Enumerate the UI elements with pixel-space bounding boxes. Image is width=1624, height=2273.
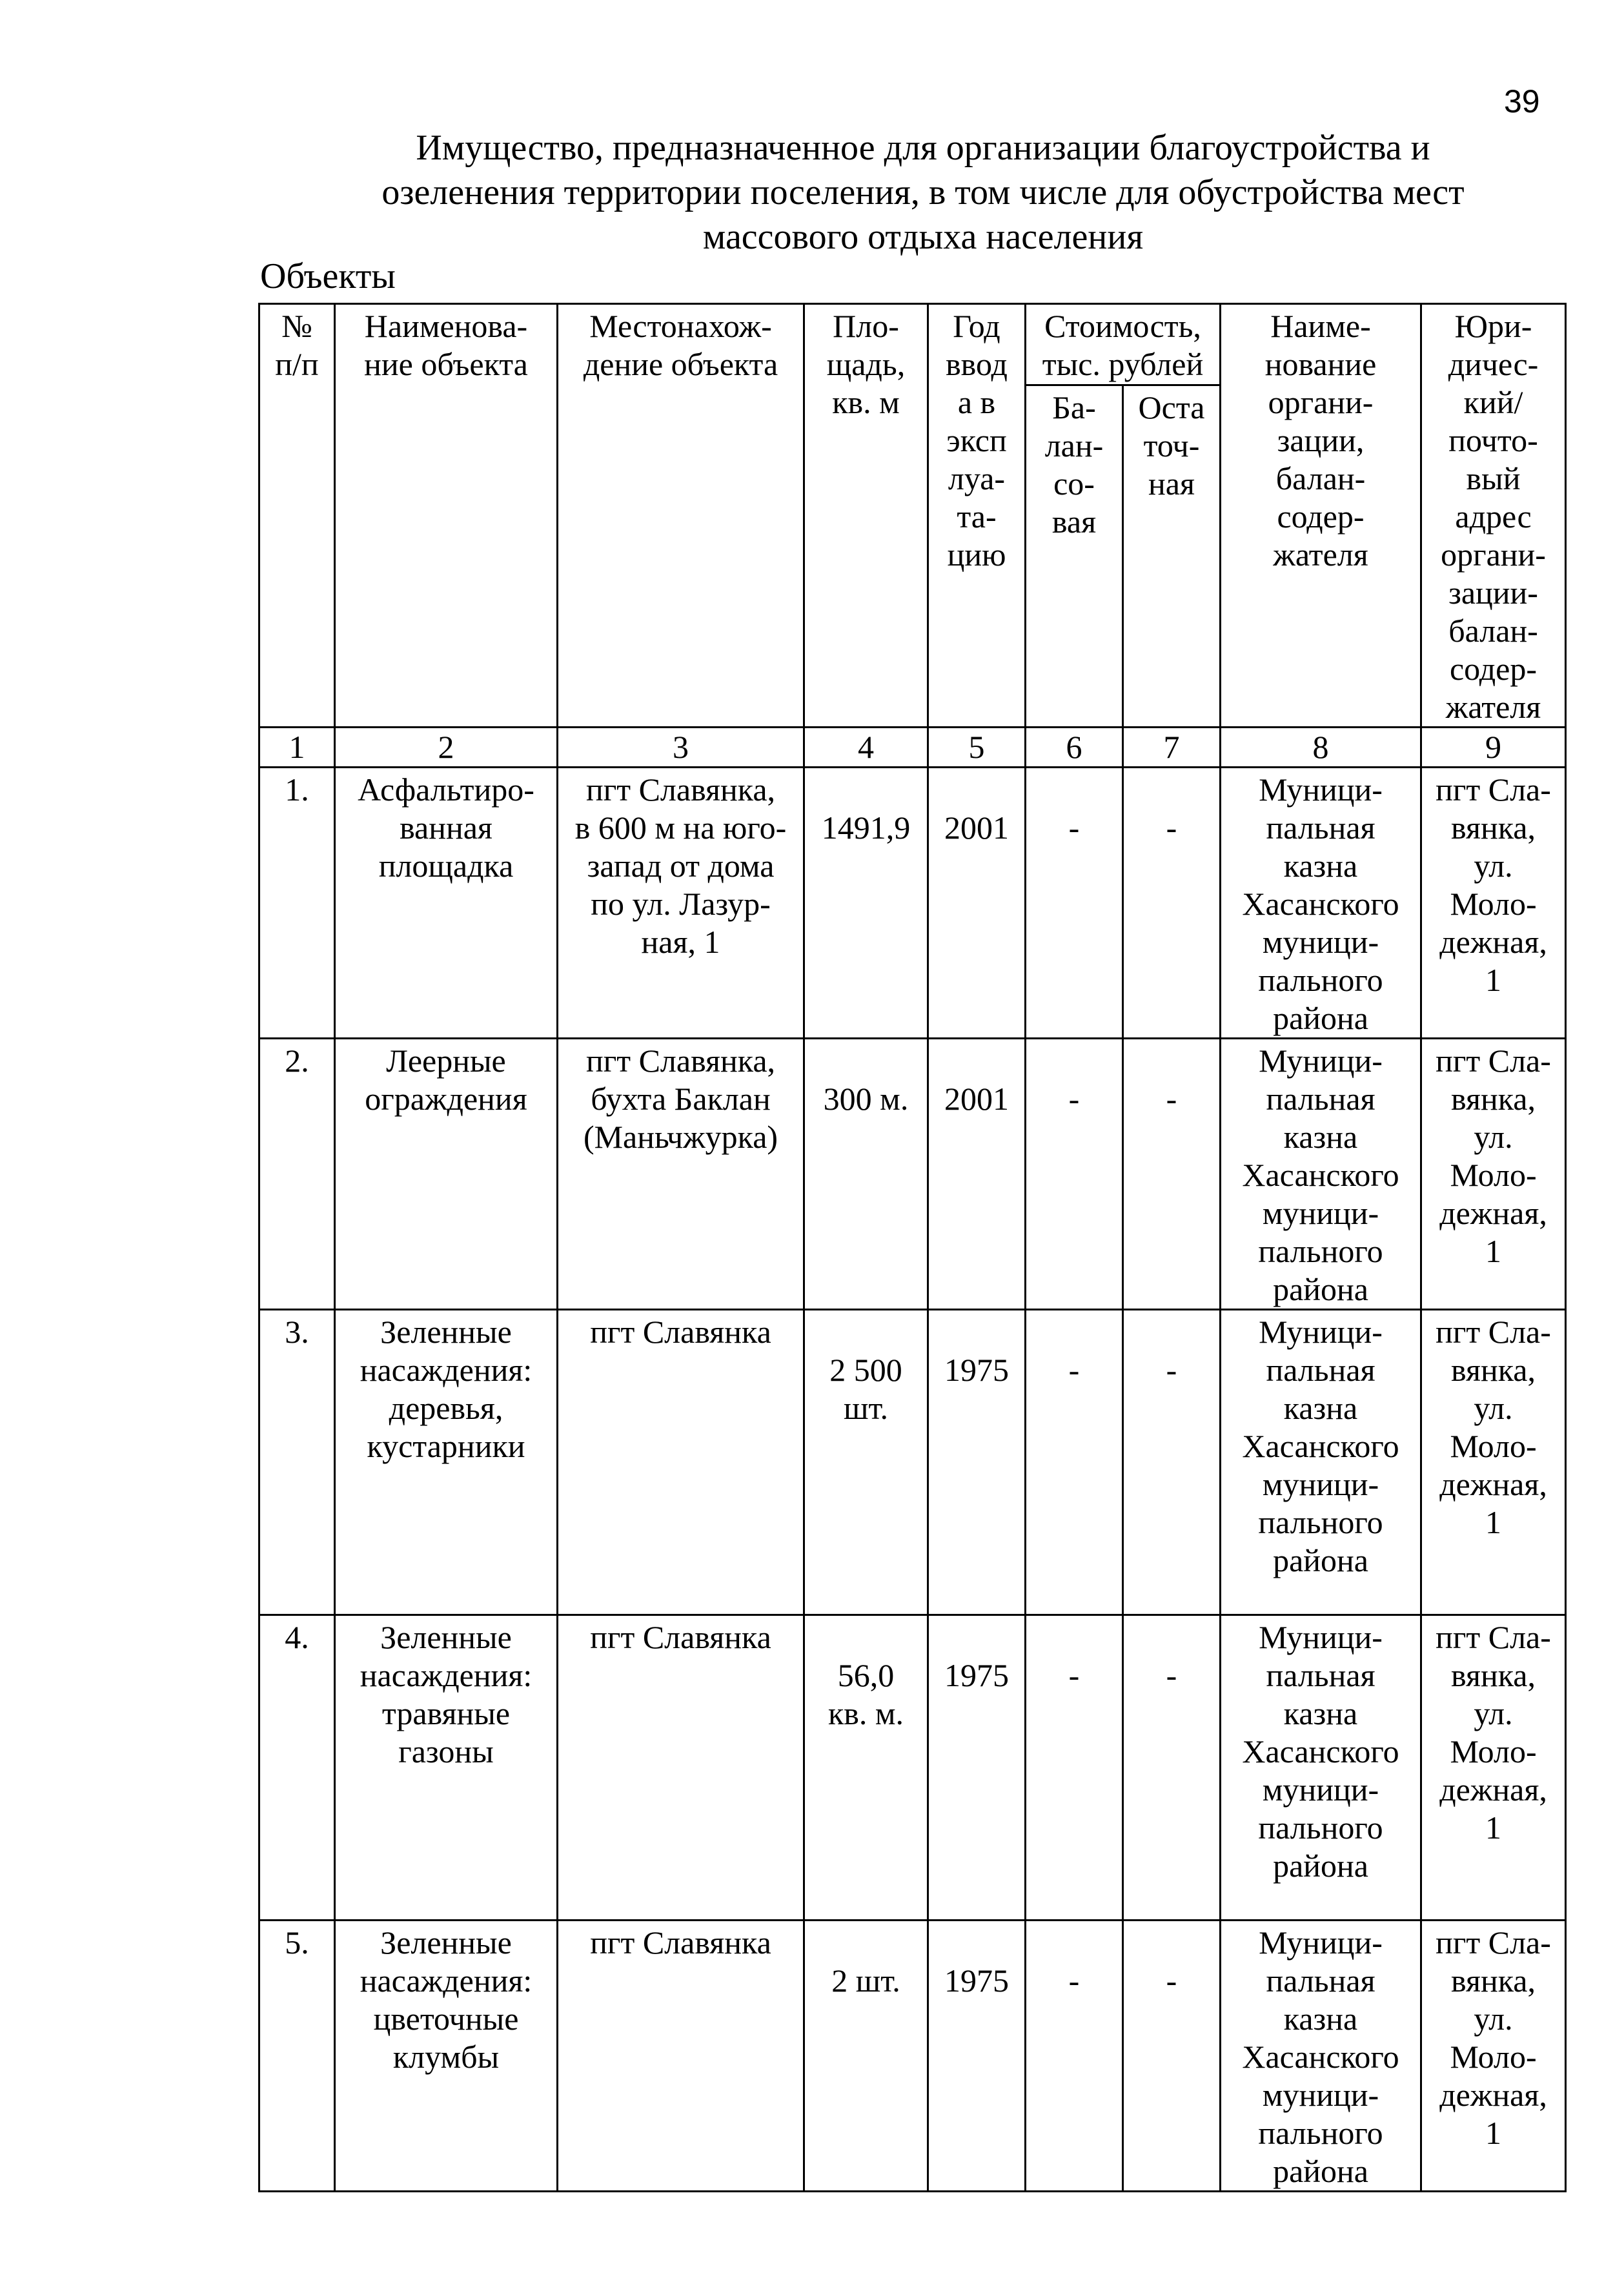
cell-address: пгт Сла- вянка, ул. Моло- дежная, 1	[1421, 1310, 1566, 1615]
cell-area: 2 500 шт.	[804, 1310, 928, 1615]
column-number: 7	[1123, 728, 1221, 768]
header-row	[259, 304, 1566, 385]
cell-name: Асфальтиро- ванная площадка	[335, 768, 558, 1039]
cell-org: Муници- пальная казна Хасанского муници- пального района	[1221, 768, 1421, 1039]
cell-name: Зеленные насаждения: деревья, кустарники	[335, 1310, 558, 1615]
column-number: 6	[1026, 728, 1123, 768]
cell-org: Муници- пальная казна Хасанского муници- пального района	[1221, 1039, 1421, 1310]
cell-cost-balance: -	[1026, 768, 1123, 1039]
cell-area: 2 шт.	[804, 1921, 928, 2192]
cell-location: пгт Славянка	[558, 1921, 804, 2192]
cell-area: 56,0 кв. м.	[804, 1615, 928, 1921]
cell-cost-balance: -	[1026, 1039, 1123, 1310]
cell-year: 1975	[928, 1615, 1026, 1921]
cell-cost-balance: -	[1026, 1615, 1123, 1921]
cell-address: пгт Сла- вянка, ул. Моло- дежная, 1	[1421, 1615, 1566, 1921]
page-number: 39	[1504, 83, 1540, 119]
cell-num: 4.	[259, 1615, 335, 1921]
header-name: Наименова- ние объекта	[335, 304, 558, 728]
cell-area: 300 м.	[804, 1039, 928, 1310]
cell-year: 2001	[928, 1039, 1026, 1310]
header-area: Пло- щадь, кв. м	[804, 304, 928, 728]
column-number: 2	[335, 728, 558, 768]
cell-org: Муници- пальная казна Хасанского муници- пального района	[1221, 1921, 1421, 2192]
cell-num: 2.	[259, 1039, 335, 1310]
cell-year: 1975	[928, 1921, 1026, 2192]
section-subtitle: Объекты	[260, 256, 396, 296]
header-address: Юри- дичес- кий/ почто- вый адрес органи- зации- балан- содер- жателя	[1421, 304, 1566, 728]
table-row	[259, 1310, 1566, 1615]
header-cost: Стоимость, тыс. рублей	[1026, 304, 1221, 385]
table-row	[259, 1615, 1566, 1921]
column-number: 1	[259, 728, 335, 768]
column-number: 5	[928, 728, 1026, 768]
table-row	[259, 1921, 1566, 2192]
table-row	[259, 768, 1566, 1039]
cell-cost-residual: -	[1123, 1921, 1221, 2192]
header-location: Местонахож- дение объекта	[558, 304, 804, 728]
cell-cost-residual: -	[1123, 768, 1221, 1039]
cell-address: пгт Сла- вянка, ул. Моло- дежная, 1	[1421, 768, 1566, 1039]
cell-year: 1975	[928, 1310, 1026, 1615]
cell-cost-residual: -	[1123, 1615, 1221, 1921]
table-row	[259, 1039, 1566, 1310]
column-number: 8	[1221, 728, 1421, 768]
cell-cost-balance: -	[1026, 1310, 1123, 1615]
column-number: 3	[558, 728, 804, 768]
header-num: № п/п	[259, 304, 335, 728]
cell-area: 1491,9	[804, 768, 928, 1039]
cell-name: Зеленные насаждения: цветочные клумбы	[335, 1921, 558, 2192]
cell-org: Муници- пальная казна Хасанского муници- пального района	[1221, 1310, 1421, 1615]
cell-address: пгт Сла- вянка, ул. Моло- дежная, 1	[1421, 1039, 1566, 1310]
cell-org: Муници- пальная казна Хасанского муници- пального района	[1221, 1615, 1421, 1921]
column-number: 9	[1421, 728, 1566, 768]
cell-num: 5.	[259, 1921, 335, 2192]
cell-name: Леерные ограждения	[335, 1039, 558, 1310]
header-org: Наиме- нование органи- зации, балан- содер- жателя	[1221, 304, 1421, 728]
header-year: Год ввод а в эксп луа- та- цию	[928, 304, 1026, 728]
cell-cost-residual: -	[1123, 1039, 1221, 1310]
cell-location: пгт Славянка, в 600 м на юго- запад от дома по ул. Лазур- ная, 1	[558, 768, 804, 1039]
cell-location: пгт Славянка	[558, 1310, 804, 1615]
document-title: Имущество, предназначенное для организации благоустройства и озеленения территории поселения, в том числе для обустройства мест массового отдыха населения	[381, 128, 1465, 257]
cell-location: пгт Славянка, бухта Баклан (Маньчжурка)	[558, 1039, 804, 1310]
column-number-row	[259, 728, 1566, 768]
cell-cost-balance: -	[1026, 1921, 1123, 2192]
cell-name: Зеленные насаждения: травяные газоны	[335, 1615, 558, 1921]
cell-num: 1.	[259, 768, 335, 1039]
header-cost-residual: Оста точ- ная	[1123, 385, 1221, 727]
cell-year: 2001	[928, 768, 1026, 1039]
cell-address: пгт Сла- вянка, ул. Моло- дежная, 1	[1421, 1921, 1566, 2192]
cell-cost-residual: -	[1123, 1310, 1221, 1615]
header-cost-balance: Ба- лан- со- вая	[1026, 385, 1123, 727]
column-number: 4	[804, 728, 928, 768]
property-table	[258, 303, 1567, 2192]
cell-location: пгт Славянка	[558, 1615, 804, 1921]
cell-num: 3.	[259, 1310, 335, 1615]
